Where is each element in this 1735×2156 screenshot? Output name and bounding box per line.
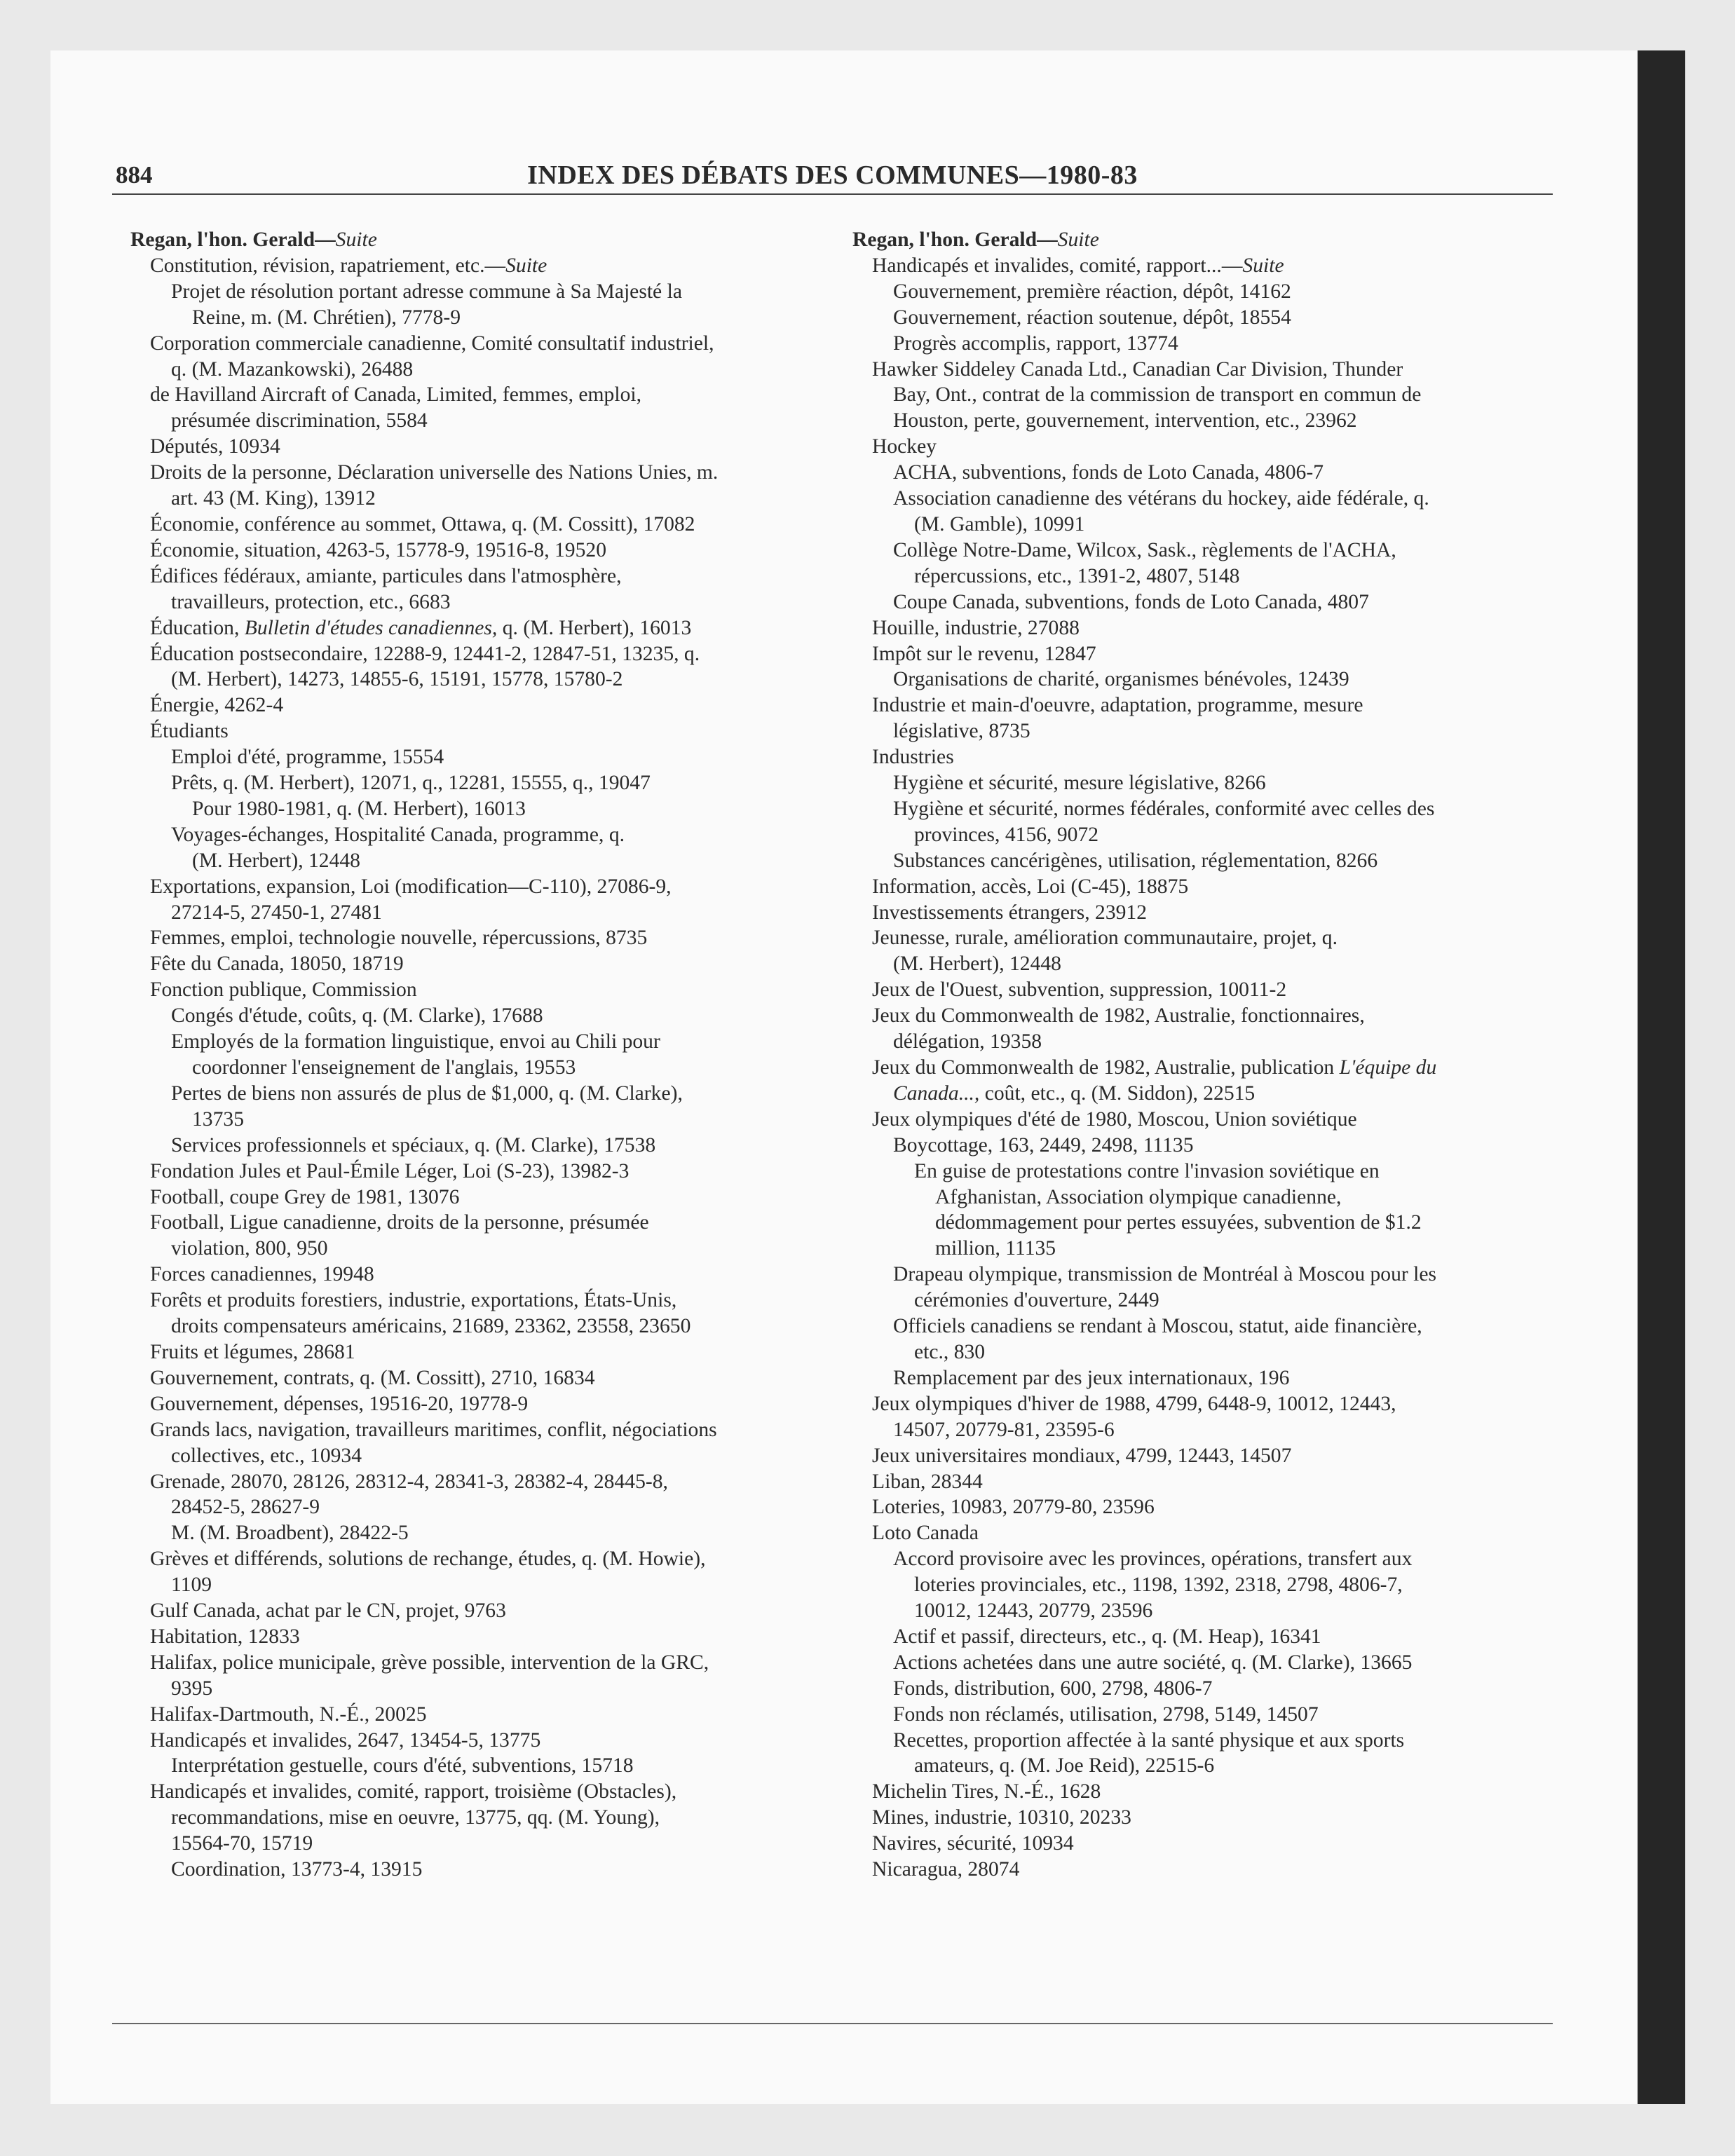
entry-italic-text: Suite bbox=[505, 254, 547, 277]
index-entry bbox=[130, 770, 824, 796]
entry-text: 27214-5, 27450-1, 27481 bbox=[171, 901, 382, 924]
entry-text: Hygiène et sécurité, mesure législative, 8266 bbox=[893, 772, 1266, 795]
entry-text: Hygiène et sécurité, normes fédérales, conformité avec celles des bbox=[893, 797, 1435, 820]
entry-text: 28452-5, 28627-9 bbox=[171, 1496, 320, 1519]
index-entry bbox=[130, 1779, 824, 1805]
entry-text: Handicapés et invalides, comité, rapport...— bbox=[872, 254, 1243, 277]
index-entry bbox=[852, 1676, 1560, 1702]
entry-text: Hawker Siddeley Canada Ltd., Canadian Car Division, Thunder bbox=[872, 357, 1403, 381]
index-entry bbox=[852, 1805, 1560, 1831]
entry-text: q. (M. Mazankowski), 26488 bbox=[171, 357, 414, 381]
entry-text: Substances cancérigènes, utilisation, réglementation, 8266 bbox=[893, 849, 1378, 872]
index-entry bbox=[130, 796, 824, 822]
index-entry bbox=[852, 1262, 1560, 1288]
index-entry bbox=[852, 1081, 1560, 1107]
index-entry bbox=[130, 900, 824, 926]
index-entry bbox=[852, 253, 1560, 279]
entry-text: Organisations de charité, organismes bénévoles, 12439 bbox=[893, 668, 1349, 691]
index-entry bbox=[130, 1857, 824, 1883]
entry-text: Officiels canadiens se rendant à Moscou, statut, aide financière, bbox=[893, 1315, 1422, 1338]
index-entry bbox=[130, 1443, 824, 1469]
entry-text: Fonds non réclamés, utilisation, 2798, 5149, 14507 bbox=[893, 1703, 1319, 1726]
index-entry bbox=[130, 1494, 824, 1520]
index-entry bbox=[130, 977, 824, 1003]
entry-text: Grenade, 28070, 28126, 28312-4, 28341-3, 28382-4, 28445-8, bbox=[150, 1470, 668, 1493]
index-entry bbox=[130, 641, 824, 667]
entry-text: Jeux olympiques d'hiver de 1988, 4799, 6448-9, 10012, 12443, bbox=[872, 1392, 1396, 1415]
index-entry bbox=[852, 615, 1560, 641]
entry-text: Éducation postsecondaire, 12288-9, 12441-2, 12847-51, 13235, q. bbox=[150, 642, 700, 665]
page-header bbox=[116, 156, 1549, 195]
index-entry bbox=[852, 848, 1560, 874]
index-entry bbox=[852, 408, 1560, 434]
index-entry bbox=[130, 1081, 824, 1107]
index-entry bbox=[130, 1598, 824, 1624]
entry-italic-text: Canada..., bbox=[893, 1082, 980, 1105]
index-entry bbox=[130, 1702, 824, 1728]
index-entry bbox=[852, 1055, 1560, 1081]
index-entry bbox=[852, 641, 1560, 667]
index-entry bbox=[130, 1365, 824, 1391]
index-entry bbox=[852, 434, 1560, 460]
index-column-left bbox=[130, 227, 824, 1883]
entry-text: Jeux olympiques d'été de 1980, Moscou, Union soviétique bbox=[872, 1107, 1357, 1131]
entry-text: Gouvernement, réaction soutenue, dépôt, 18554 bbox=[893, 306, 1291, 329]
index-entry bbox=[130, 564, 824, 589]
entry-text: Jeux du Commonwealth de 1982, Australie, publication bbox=[872, 1056, 1340, 1079]
entry-text: Forces canadiennes, 19948 bbox=[150, 1263, 374, 1286]
entry-text: Actions achetées dans une autre société, q. (M. Clarke), 13665 bbox=[893, 1651, 1413, 1674]
index-entry bbox=[130, 1831, 824, 1857]
index-entry bbox=[130, 408, 824, 434]
index-entry bbox=[852, 1546, 1560, 1572]
index-entry bbox=[130, 1159, 824, 1185]
entry-text: million, 11135 bbox=[935, 1237, 1056, 1260]
entry-text: dédommagement pour pertes essuyées, subvention de $1.2 bbox=[935, 1211, 1422, 1234]
index-entry bbox=[852, 1728, 1560, 1754]
index-entry bbox=[852, 1702, 1560, 1728]
index-entry bbox=[852, 822, 1560, 848]
index-entry bbox=[130, 1650, 824, 1676]
index-entry bbox=[130, 1753, 824, 1779]
entry-text: Énergie, 4262-4 bbox=[150, 694, 284, 717]
footer-rule bbox=[112, 2023, 1553, 2024]
entry-text: Houille, industrie, 27088 bbox=[872, 616, 1080, 639]
entry-text: Mines, industrie, 10310, 20233 bbox=[872, 1806, 1131, 1829]
entry-text: (M. Herbert), 12448 bbox=[192, 849, 360, 872]
entry-text: Jeux de l'Ouest, subvention, suppression, 10011-2 bbox=[872, 978, 1287, 1002]
index-entry bbox=[130, 1417, 824, 1443]
index-entry bbox=[852, 718, 1560, 744]
index-heading bbox=[130, 227, 824, 253]
index-entry bbox=[852, 925, 1560, 951]
entry-text: législative, 8735 bbox=[893, 720, 1030, 743]
index-entry bbox=[852, 1107, 1560, 1133]
entry-text: (M. Herbert), 12448 bbox=[893, 953, 1061, 976]
index-entry bbox=[130, 382, 824, 408]
index-entry bbox=[130, 1520, 824, 1546]
entry-text: Association canadienne des vétérans du hockey, aide fédérale, q. bbox=[893, 487, 1429, 510]
index-entry bbox=[130, 1107, 824, 1133]
index-entry bbox=[130, 874, 824, 900]
index-entry bbox=[852, 1572, 1560, 1598]
binding-edge bbox=[1638, 50, 1685, 2104]
index-entry bbox=[130, 951, 824, 977]
entry-text: Projet de résolution portant adresse commune à Sa Majesté la bbox=[171, 280, 682, 303]
index-entry bbox=[130, 692, 824, 718]
entry-text: En guise de protestations contre l'invasion soviétique en bbox=[914, 1159, 1380, 1182]
index-entry bbox=[130, 1546, 824, 1572]
index-entry bbox=[852, 1185, 1560, 1210]
index-entry bbox=[130, 1003, 824, 1029]
entry-text: Constitution, révision, rapatriement, etc.— bbox=[150, 254, 506, 277]
index-entry bbox=[852, 1314, 1560, 1339]
entry-text: Fête du Canada, 18050, 18719 bbox=[150, 953, 404, 976]
entry-text: 9395 bbox=[171, 1677, 213, 1700]
entry-text: Football, Ligue canadienne, droits de la personne, présumée bbox=[150, 1211, 649, 1234]
entry-text: (M. Herbert), 14273, 14855-6, 15191, 15778, 15780-2 bbox=[171, 668, 623, 691]
index-entry bbox=[852, 1469, 1560, 1495]
entry-text: Halifax, police municipale, grève possible, intervention de la GRC, bbox=[150, 1651, 709, 1674]
entry-text: 13735 bbox=[192, 1107, 244, 1131]
index-entry bbox=[852, 796, 1560, 822]
index-entry bbox=[852, 1133, 1560, 1159]
entry-text: Actif et passif, directeurs, etc., q. (M. Heap), 16341 bbox=[893, 1625, 1321, 1648]
index-entry bbox=[852, 1159, 1560, 1185]
index-entry bbox=[130, 486, 824, 512]
running-title: INDEX DES DÉBATS DES COMMUNES—1980-83 bbox=[527, 161, 1138, 190]
entry-text: Grands lacs, navigation, travailleurs maritimes, conflit, négociations bbox=[150, 1418, 717, 1441]
entry-text: provinces, 4156, 9072 bbox=[914, 823, 1099, 846]
index-entry bbox=[852, 744, 1560, 770]
entry-text: coordonner l'enseignement de l'anglais, 19553 bbox=[192, 1056, 576, 1079]
index-entry bbox=[852, 305, 1560, 331]
entry-text: Économie, conférence au sommet, Ottawa, q. (M. Cossitt), 17082 bbox=[150, 512, 695, 535]
index-entry bbox=[130, 1676, 824, 1702]
entry-text: Boycottage, 163, 2449, 2498, 11135 bbox=[893, 1133, 1194, 1157]
entry-text: Gouvernement, dépenses, 19516-20, 19778-9 bbox=[150, 1392, 529, 1415]
entry-text: Houston, perte, gouvernement, intervention, etc., 23962 bbox=[893, 409, 1357, 432]
entry-text: Pour 1980-1981, q. (M. Herbert), 16013 bbox=[192, 797, 526, 820]
index-entry bbox=[130, 538, 824, 564]
index-entry bbox=[852, 1624, 1560, 1650]
entry-text: Services professionnels et spéciaux, q. (M. Clarke), 17538 bbox=[171, 1133, 656, 1157]
index-entry bbox=[852, 1831, 1560, 1857]
index-entry bbox=[130, 925, 824, 951]
entry-text: collectives, etc., 10934 bbox=[171, 1444, 362, 1467]
entry-text: Femmes, emploi, technologie nouvelle, répercussions, 8735 bbox=[150, 927, 648, 950]
entry-text: Exportations, expansion, Loi (modification—C-110), 27086-9, bbox=[150, 875, 672, 898]
entry-text: Halifax-Dartmouth, N.-É., 20025 bbox=[150, 1703, 427, 1726]
entry-text: ACHA, subventions, fonds de Loto Canada, 4806-7 bbox=[893, 461, 1324, 484]
entry-text: Gouvernement, contrats, q. (M. Cossitt), 2710, 16834 bbox=[150, 1366, 595, 1389]
entry-text: Députés, 10934 bbox=[150, 435, 280, 458]
entry-text: travailleurs, protection, etc., 6683 bbox=[171, 590, 451, 613]
index-entry bbox=[852, 900, 1560, 926]
index-entry bbox=[852, 1779, 1560, 1805]
entry-italic-text: Bulletin d'études canadiennes, bbox=[244, 616, 498, 639]
entry-text: Regan, l'hon. Gerald— bbox=[852, 228, 1058, 251]
entry-text: Voyages-échanges, Hospitalité Canada, programme, q. bbox=[171, 823, 625, 846]
entry-text: Afghanistan, Association olympique canadienne, bbox=[935, 1185, 1342, 1208]
index-entry bbox=[130, 253, 824, 279]
entry-text: Liban, 28344 bbox=[872, 1470, 983, 1493]
index-entry bbox=[852, 1003, 1560, 1029]
entry-text: de Havilland Aircraft of Canada, Limited, femmes, emploi, bbox=[150, 383, 641, 407]
index-entry bbox=[130, 1805, 824, 1831]
entry-text: Loteries, 10983, 20779-80, 23596 bbox=[872, 1496, 1155, 1519]
index-entry bbox=[852, 667, 1560, 692]
entry-text: Fonction publique, Commission bbox=[150, 978, 417, 1002]
index-entry bbox=[130, 1728, 824, 1754]
index-entry bbox=[852, 1417, 1560, 1443]
index-entry bbox=[130, 1029, 824, 1055]
entry-text: art. 43 (M. King), 13912 bbox=[171, 487, 376, 510]
entry-text: Information, accès, Loi (C-45), 18875 bbox=[872, 875, 1189, 898]
index-entry bbox=[130, 744, 824, 770]
entry-text: Gouvernement, première réaction, dépôt, 14162 bbox=[893, 280, 1291, 303]
entry-text: Jeux universitaires mondiaux, 4799, 12443, 14507 bbox=[872, 1444, 1292, 1467]
index-entry bbox=[852, 951, 1560, 977]
index-entry bbox=[852, 538, 1560, 564]
index-entry bbox=[852, 1520, 1560, 1546]
entry-text: (M. Gamble), 10991 bbox=[914, 512, 1085, 535]
index-entry bbox=[130, 589, 824, 615]
index-entry bbox=[130, 1314, 824, 1339]
entry-text: Emploi d'été, programme, 15554 bbox=[171, 746, 444, 769]
index-entry bbox=[852, 1391, 1560, 1417]
entry-italic-text: Suite bbox=[1057, 228, 1099, 251]
entry-text: Michelin Tires, N.-É., 1628 bbox=[872, 1780, 1101, 1803]
index-entry bbox=[852, 692, 1560, 718]
entry-text: Nicaragua, 28074 bbox=[872, 1858, 1020, 1881]
entry-text: amateurs, q. (M. Joe Reid), 22515-6 bbox=[914, 1754, 1215, 1778]
index-entry bbox=[130, 512, 824, 538]
index-entry bbox=[130, 357, 824, 383]
index-entry bbox=[852, 1236, 1560, 1262]
index-entry bbox=[852, 382, 1560, 408]
index-entry bbox=[852, 1210, 1560, 1236]
entry-text: Employés de la formation linguistique, envoi au Chili pour bbox=[171, 1030, 660, 1053]
entry-text: Reine, m. (M. Chrétien), 7778-9 bbox=[192, 306, 461, 329]
index-entry bbox=[852, 279, 1560, 305]
entry-text: Droits de la personne, Déclaration universelle des Nations Unies, m. bbox=[150, 461, 719, 484]
index-entry bbox=[852, 1288, 1560, 1314]
index-entry bbox=[852, 589, 1560, 615]
entry-text: Habitation, 12833 bbox=[150, 1625, 300, 1648]
index-entry bbox=[130, 1210, 824, 1236]
entry-text: 10012, 12443, 20779, 23596 bbox=[914, 1599, 1153, 1623]
entry-text: Progrès accomplis, rapport, 13774 bbox=[893, 332, 1178, 355]
entry-text: Industrie et main-d'oeuvre, adaptation, programme, mesure bbox=[872, 694, 1363, 717]
entry-text: M. (M. Broadbent), 28422-5 bbox=[171, 1522, 409, 1545]
entry-text-after: coût, etc., q. (M. Siddon), 22515 bbox=[979, 1082, 1256, 1105]
entry-italic-text: Suite bbox=[1242, 254, 1284, 277]
entry-text: Fondation Jules et Paul-Émile Léger, Loi (S-23), 13982-3 bbox=[150, 1159, 630, 1182]
entry-text: Collège Notre-Dame, Wilcox, Sask., règlements de l'ACHA, bbox=[893, 538, 1396, 561]
entry-italic-text: L'équipe du bbox=[1339, 1056, 1437, 1079]
entry-text: Handicapés et invalides, 2647, 13454-5, 13775 bbox=[150, 1728, 541, 1752]
index-entry bbox=[852, 1494, 1560, 1520]
entry-text: Fruits et légumes, 28681 bbox=[150, 1340, 355, 1363]
index-entry bbox=[852, 1029, 1560, 1055]
entry-text: Industries bbox=[872, 746, 954, 769]
entry-text: Navires, sécurité, 10934 bbox=[872, 1832, 1074, 1855]
index-entry bbox=[852, 770, 1560, 796]
index-entry bbox=[852, 874, 1560, 900]
index-entry bbox=[852, 1339, 1560, 1365]
entry-text: Jeunesse, rurale, amélioration communautaire, projet, q. bbox=[872, 927, 1338, 950]
entry-text: Congés d'étude, coûts, q. (M. Clarke), 17688 bbox=[171, 1004, 543, 1028]
entry-text: droits compensateurs américains, 21689, 23362, 23558, 23650 bbox=[171, 1315, 691, 1338]
index-entry bbox=[852, 1365, 1560, 1391]
entry-text: 1109 bbox=[171, 1574, 212, 1597]
header-rule bbox=[112, 193, 1553, 195]
entry-text: violation, 800, 950 bbox=[171, 1237, 328, 1260]
entry-text: présumée discrimination, 5584 bbox=[171, 409, 428, 432]
index-entry bbox=[852, 357, 1560, 383]
index-entry bbox=[130, 1236, 824, 1262]
index-entry bbox=[852, 977, 1560, 1003]
entry-text: Corporation commerciale canadienne, Comité consultatif industriel, bbox=[150, 332, 714, 355]
index-entry bbox=[130, 1624, 824, 1650]
index-entry bbox=[852, 486, 1560, 512]
entry-text: délégation, 19358 bbox=[893, 1030, 1042, 1053]
entry-text: Impôt sur le revenu, 12847 bbox=[872, 642, 1096, 665]
index-entry bbox=[852, 460, 1560, 486]
entry-text: 15564-70, 15719 bbox=[171, 1832, 313, 1855]
entry-text: etc., 830 bbox=[914, 1340, 986, 1363]
entry-text: Pertes de biens non assurés de plus de $1,000, q. (M. Clarke), bbox=[171, 1082, 683, 1105]
index-entry bbox=[852, 564, 1560, 589]
index-entry bbox=[130, 822, 824, 848]
entry-text: Football, coupe Grey de 1981, 13076 bbox=[150, 1185, 460, 1208]
entry-text: Recettes, proportion affectée à la santé physique et aux sports bbox=[893, 1728, 1405, 1752]
entry-text: Handicapés et invalides, comité, rapport, troisième (Obstacles), bbox=[150, 1780, 677, 1803]
entry-text: répercussions, etc., 1391-2, 4807, 5148 bbox=[914, 564, 1240, 587]
entry-text: Coupe Canada, subventions, fonds de Loto Canada, 4807 bbox=[893, 590, 1369, 613]
entry-italic-text: Suite bbox=[335, 228, 377, 251]
entry-text: Drapeau olympique, transmission de Montréal à Moscou pour les bbox=[893, 1263, 1437, 1286]
entry-text: Coordination, 13773-4, 13915 bbox=[171, 1858, 423, 1881]
entry-text: Gulf Canada, achat par le CN, projet, 9763 bbox=[150, 1599, 506, 1623]
index-column-right bbox=[852, 227, 1560, 1883]
index-entry bbox=[130, 279, 824, 305]
index-entry bbox=[130, 718, 824, 744]
entry-text: Loto Canada bbox=[872, 1522, 979, 1545]
entry-text: cérémonies d'ouverture, 2449 bbox=[914, 1289, 1159, 1312]
entry-text: Fonds, distribution, 600, 2798, 4806-7 bbox=[893, 1677, 1213, 1700]
index-entry bbox=[852, 1650, 1560, 1676]
index-entry bbox=[130, 460, 824, 486]
index-entry bbox=[852, 1443, 1560, 1469]
entry-text: Accord provisoire avec les provinces, opérations, transfert aux bbox=[893, 1548, 1413, 1571]
index-entry bbox=[852, 1753, 1560, 1779]
index-entry bbox=[130, 1469, 824, 1495]
entry-text: Économie, situation, 4263-5, 15778-9, 19516-8, 19520 bbox=[150, 538, 606, 561]
entry-text: Édifices fédéraux, amiante, particules dans l'atmosphère, bbox=[150, 564, 622, 587]
index-entry bbox=[130, 1572, 824, 1598]
entry-text: Remplacement par des jeux internationaux, 196 bbox=[893, 1366, 1290, 1389]
index-entry bbox=[130, 305, 824, 331]
index-entry bbox=[130, 331, 824, 357]
entry-text: Jeux du Commonwealth de 1982, Australie, fonctionnaires, bbox=[872, 1004, 1365, 1028]
index-entry bbox=[852, 512, 1560, 538]
index-entry bbox=[130, 1339, 824, 1365]
entry-text: Prêts, q. (M. Herbert), 12071, q., 12281, 15555, q., 19047 bbox=[171, 772, 651, 795]
index-entry bbox=[852, 1857, 1560, 1883]
index-entry bbox=[130, 1133, 824, 1159]
entry-text: Éducation, bbox=[150, 616, 245, 639]
entry-text: Forêts et produits forestiers, industrie, exportations, États-Unis, bbox=[150, 1289, 677, 1312]
entry-text: Regan, l'hon. Gerald— bbox=[130, 228, 336, 251]
index-entry bbox=[130, 1185, 824, 1210]
entry-text: Étudiants bbox=[150, 720, 229, 743]
entry-text: Investissements étrangers, 23912 bbox=[872, 901, 1148, 924]
entry-text: recommandations, mise en oeuvre, 13775, qq. (M. Young), bbox=[171, 1806, 660, 1829]
entry-text: Grèves et différends, solutions de rechange, études, q. (M. Howie), bbox=[150, 1548, 706, 1571]
entry-text: Interprétation gestuelle, cours d'été, subventions, 15718 bbox=[171, 1754, 634, 1778]
index-entry bbox=[130, 1055, 824, 1081]
index-entry bbox=[130, 1391, 824, 1417]
entry-text: Hockey bbox=[872, 435, 937, 458]
index-entry bbox=[852, 1598, 1560, 1624]
index-entry bbox=[130, 434, 824, 460]
index-heading bbox=[852, 227, 1560, 253]
index-entry bbox=[130, 848, 824, 874]
index-entry bbox=[130, 667, 824, 692]
index-entry bbox=[130, 1288, 824, 1314]
index-entry bbox=[852, 331, 1560, 357]
entry-text-after: q. (M. Herbert), 16013 bbox=[497, 616, 692, 639]
entry-text: loteries provinciales, etc., 1198, 1392, 2318, 2798, 4806-7, bbox=[914, 1574, 1403, 1597]
index-entry bbox=[130, 1262, 824, 1288]
page-number: 884 bbox=[116, 161, 153, 189]
entry-text: Bay, Ont., contrat de la commission de transport en commun de bbox=[893, 383, 1422, 407]
entry-text: 14507, 20779-81, 23595-6 bbox=[893, 1418, 1115, 1441]
index-entry bbox=[130, 615, 824, 641]
